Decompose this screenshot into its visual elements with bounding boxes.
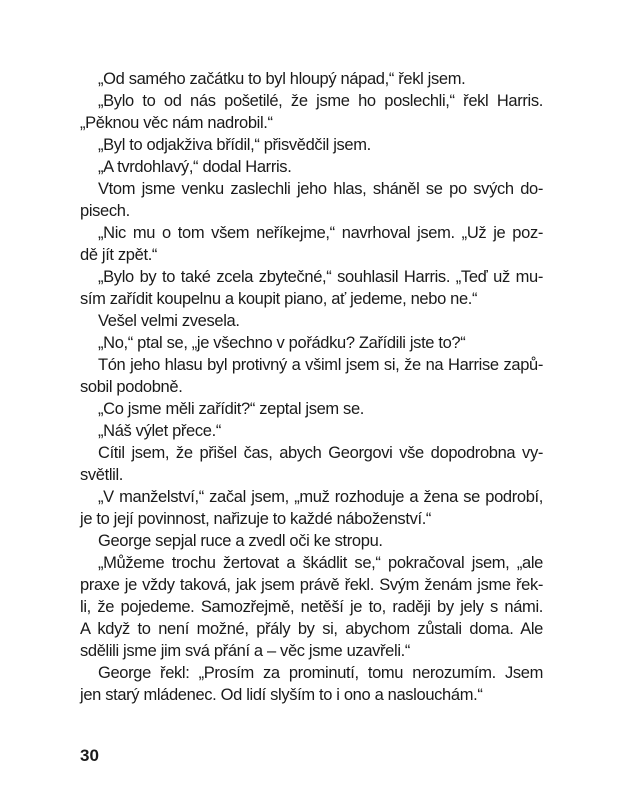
paragraph	[80, 310, 543, 332]
text-line: „Bylo by to také zcela zbytečné,“ souhlasil Harris. „Teď už mu-	[98, 268, 543, 286]
page-number: 30	[80, 746, 99, 765]
paragraph	[80, 530, 543, 552]
paragraph	[80, 442, 543, 486]
text-line: li, že pojedeme. Samozřejmě, netěší je to, raději by jely s námi.	[80, 598, 543, 616]
paragraph	[80, 354, 543, 398]
text-line: „V manželství,“ začal jsem, „muž rozhoduje a žena se podrobí,	[98, 488, 543, 506]
paragraph	[80, 420, 543, 442]
text-line: „A tvrdohlavý,“ dodal Harris.	[98, 158, 292, 176]
text-line: Tón jeho hlasu byl protivný a všiml jsem si, že na Harrise zapů-	[98, 356, 543, 374]
paragraph	[80, 332, 543, 354]
text-line: „Pěknou věc nám nadrobil.“	[80, 114, 273, 132]
paragraph	[80, 134, 543, 156]
text-line: sdělili jsme jim svá přání a – věc jsme uzavřeli.“	[80, 642, 411, 660]
paragraph	[80, 222, 543, 266]
text-line: „No,“ ptal se, „je všechno v pořádku? Zařídili jste to?“	[98, 334, 466, 352]
paragraph	[80, 178, 543, 222]
text-line: světlil.	[80, 466, 124, 484]
text-line: praxe je vždy taková, jak jsem právě řekl. Svým ženám jsme řek-	[80, 576, 543, 594]
text-line: „Náš výlet přece.“	[98, 422, 221, 440]
paragraph	[80, 156, 543, 178]
text-line: je to její povinnost, nařizuje to každé náboženství.“	[80, 510, 432, 528]
text-line: sobil podobně.	[80, 378, 183, 396]
text-line: „Můžeme trochu žertovat a škádlit se,“ pokračoval jsem, „ale	[98, 554, 543, 572]
paragraph	[80, 90, 543, 134]
body-text	[80, 68, 543, 706]
text-line: Vešel velmi zvesela.	[98, 312, 240, 330]
paragraph	[80, 68, 543, 90]
text-line: „Nic mu o tom všem neříkejme,“ navrhoval jsem. „Už je poz-	[98, 224, 543, 242]
paragraph	[80, 266, 543, 310]
text-line: A když to není možné, přály by si, abychom zůstali doma. Ale	[80, 620, 543, 638]
text-line: „Od samého začátku to byl hloupý nápad,“ řekl jsem.	[98, 70, 466, 88]
text-line: „Co jsme měli zařídit?“ zeptal jsem se.	[98, 400, 365, 418]
text-line: sím zařídit koupelnu a koupit piano, ať jedeme, nebo ne.“	[80, 290, 478, 308]
text-line: „Byl to odjakživa břídil,“ přisvědčil jsem.	[98, 136, 371, 154]
paragraph	[80, 662, 543, 706]
text-line: „Bylo to od nás pošetilé, že jsme ho poslechli,“ řekl Harris.	[98, 92, 543, 110]
text-line: George sepjal ruce a zvedl oči ke stropu.	[98, 532, 383, 550]
text-line: pisech.	[80, 202, 130, 220]
paragraph	[80, 486, 543, 530]
text-line: Vtom jsme venku zaslechli jeho hlas, sháněl se po svých do-	[98, 180, 543, 198]
paragraph	[80, 398, 543, 420]
text-line: George řekl: „Prosím za prominutí, tomu nerozumím. Jsem	[98, 664, 543, 682]
text-line: dě jít zpět.“	[80, 246, 158, 264]
text-line: jen starý mládenec. Od lidí slyším to i ono a naslouchám.“	[80, 686, 483, 704]
text-line: Cítil jsem, že přišel čas, abych Georgovi vše dopodrobna vy-	[98, 444, 543, 462]
paragraph	[80, 552, 543, 662]
